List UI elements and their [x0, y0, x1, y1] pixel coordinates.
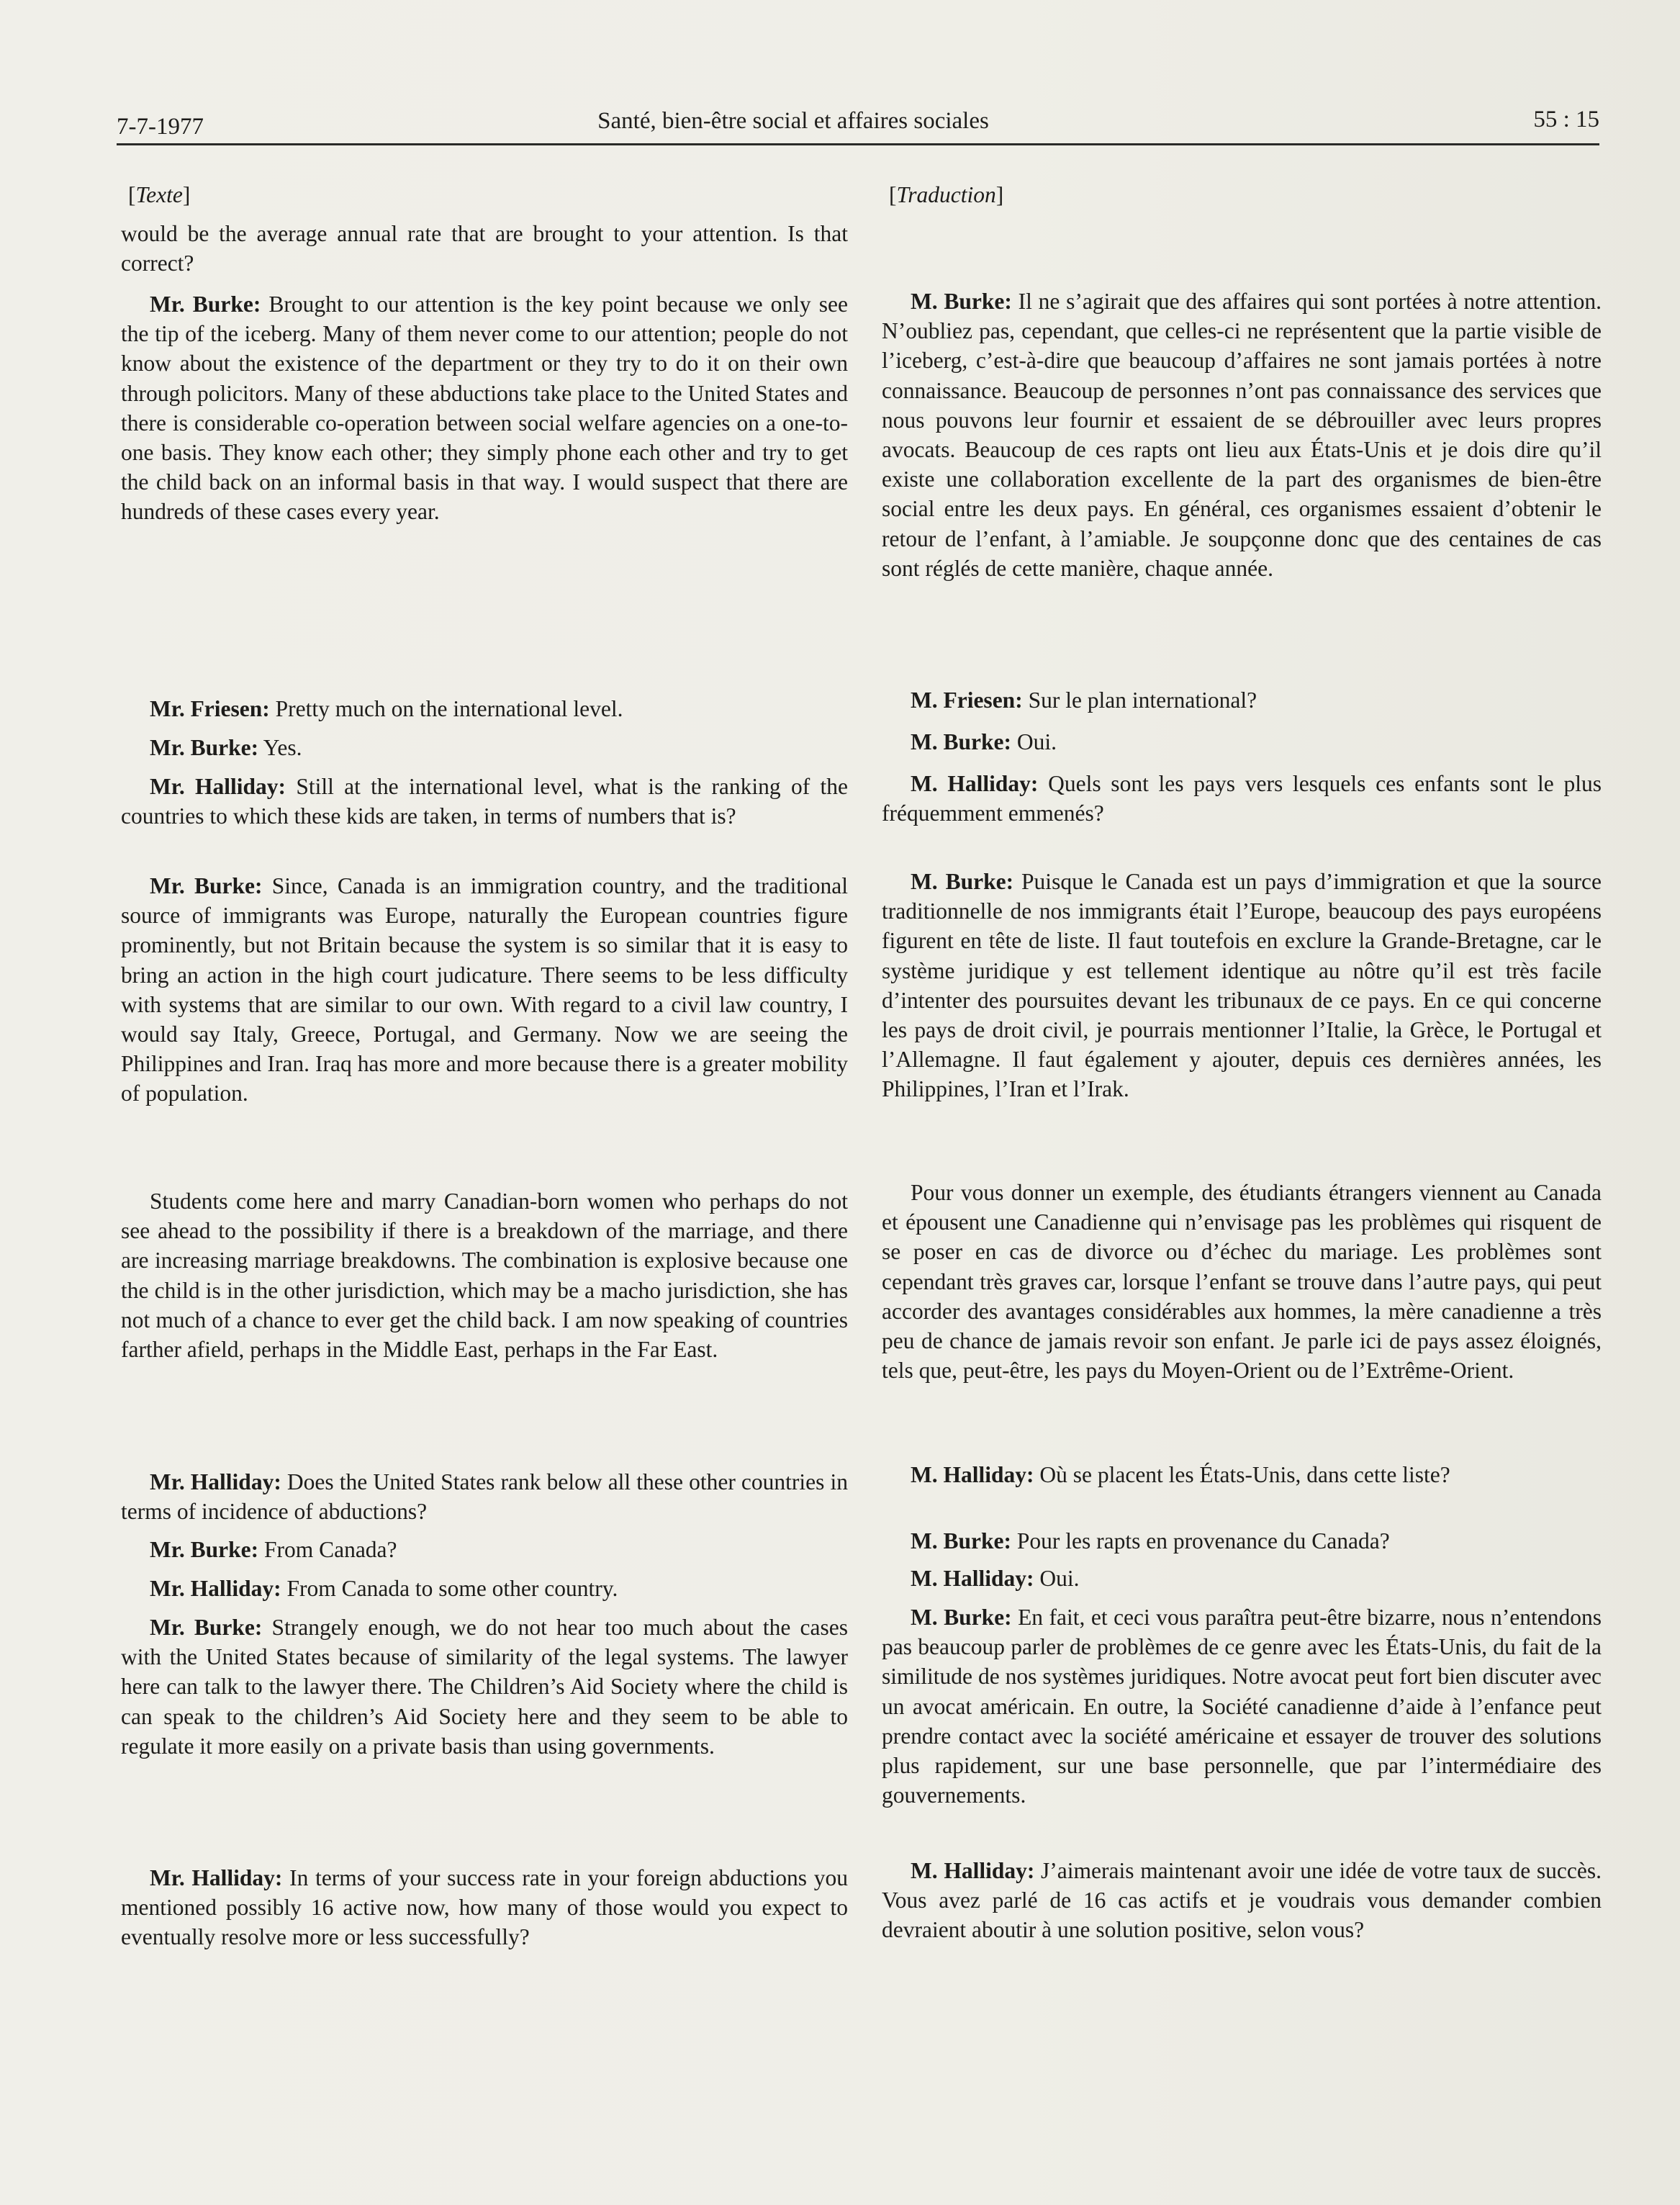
- speaker: M. Burke:: [911, 869, 1014, 894]
- speaker: Mr. Burke:: [150, 735, 259, 760]
- speaker: Mr. Burke:: [150, 292, 261, 317]
- paragraph: M. Burke: Pour les rapts en provenance du Canada?: [911, 1528, 1390, 1554]
- paragraph: Students come here and marry Canadian-born women who perhaps do not see ahead to the possibility if there is a breakdown of the marriage, and there are increasing marriage breakdowns. The combination is explosive because one the child is in the other jurisdiction, which may be a macho jurisdiction, she has not much of a chance to ever get the child back. I am now speaking of countries farther afield, perhaps in the Middle East, perhaps in the Far East.: [121, 1189, 848, 1363]
- header-date: 7-7-1977: [117, 114, 204, 140]
- paragraph: Mr. Burke: Since, Canada is an immigration country, and the traditional source of immigrants was Europe, naturally the European countries figure prominently, but not Britain because the system is so similar that it is easy to bring an action in the high court judicature. There seems to be less difficulty with systems that are similar to our own. With regard to a civil law country, I would say Italy, Greece, Portugal, and Germany. Now we are seeing the Philippines and Iran. Iraq has more and more because there is a greater mobility of population.: [121, 873, 848, 1106]
- paragraph: M. Halliday: Quels sont les pays vers lesquels ces enfants sont le plus fréquemment emmenés?: [882, 771, 1602, 826]
- paragraph: would be the average annual rate that are brought to your attention. Is that correct?: [121, 221, 848, 276]
- paragraph: Mr. Burke: Yes.: [150, 735, 302, 760]
- traduction-tag: [Traduction]: [889, 182, 1004, 207]
- speaker: Mr. Halliday:: [150, 1576, 281, 1601]
- paragraph: M. Burke: Oui.: [911, 729, 1057, 754]
- paragraph: Mr. Burke: Brought to our attention is the key point because we only see the tip of the iceberg. Many of them never come to our attention; people do not know about the existence of the department or they try to do it on their own through policitors. Many of these abductions take place to the United States and there is considerable co-operation between social welfare agencies on a one-to-one basis. They know each other; they simply phone each other and try to get the child back on an informal basis in that way. I would suspect that there are hundreds of these cases every year.: [121, 292, 848, 525]
- paragraph: M. Burke: Puisque le Canada est un pays d’immigration et que la source traditionnelle de nos immigrants était l’Europe, beaucoup des pays européens figurent en tête de liste. Il faut toutefois en exclure la Grande-Bretagne, car le système juridique y est tellement identique au nôtre qu’il est très facile d’intenter des poursuites devant les tribunaux de ce pays. En ce qui concerne les pays de droit civil, je pourrais mentionner l’Italie, la Grèce, le Portugal et l’Allemagne. Il faut également y ajouter, depuis ces dernières années, les Philippines, l’Iran et l’Irak.: [882, 869, 1602, 1102]
- paragraph: M. Halliday: Où se placent les États-Unis, dans cette liste?: [911, 1462, 1450, 1487]
- speaker: M. Burke:: [911, 1528, 1011, 1554]
- speaker: Mr. Burke:: [150, 873, 263, 898]
- speaker: Mr. Friesen:: [150, 696, 270, 721]
- paragraph: M. Halliday: Oui.: [911, 1566, 1080, 1591]
- paragraph: Mr. Burke: Strangely enough, we do not hear too much about the cases with the United States because of similarity of the legal systems. The lawyer here can talk to the lawyer there. The Children’s Aid Society where the child is can speak to the children’s Aid Society here and they seem to be able to regulate it more easily on a private basis than using governments.: [121, 1615, 848, 1759]
- paragraph: Pour vous donner un exemple, des étudiants étrangers viennent au Canada et épousent une Canadienne qui n’envisage pas les problèmes qui risquent de se poser en cas de divorce ou d’échec du mariage. Les problèmes sont cependant très graves car, lorsque l’enfant se trouve dans l’autre pays, qui peut accorder des avantages considérables aux hommes, la mère canadienne a très peu de chance de jamais revoir son enfant. Je parle ici de pays assez éloignés, tels que, peut-être, les pays du Moyen-Orient ou de l’Extrême-Orient.: [882, 1180, 1602, 1384]
- speaker: Mr. Burke:: [150, 1615, 263, 1640]
- speaker: M. Halliday:: [911, 1858, 1035, 1883]
- speaker: Mr. Halliday:: [150, 774, 286, 799]
- header-title: Santé, bien-être social et affaires sociales: [597, 108, 989, 134]
- speaker: M. Burke:: [911, 1605, 1012, 1630]
- speaker: M. Friesen:: [911, 687, 1023, 713]
- speaker: Mr. Burke:: [150, 1537, 259, 1562]
- paragraph: M. Burke: Il ne s’agirait que des affaires qui sont portées à notre attention. N’oubliez pas, cependant, que celles-ci ne représentent que la partie visible de l’iceberg, c’est-à-dire que beaucoup d’affaires ne sont jamais portées à notre connaissance. Beaucoup de personnes n’ont pas connaissance des services que nous pouvons leur fournir et essaient de se débrouiller avec leurs propres avocats. Beaucoup de ces rapts ont lieu aux États-Unis et je dois dire qu’il existe une collaboration excellente de la part des organismes de bien-être social entre les deux pays. En général, ces organismes essaient d’obtenir le retour de l’enfant, à l’amiable. Je soupçonne donc que des centaines de cas sont réglés de cette manière, chaque année.: [882, 289, 1602, 581]
- paragraph: Mr. Halliday: Does the United States rank below all these other countries in terms of incidence of abductions?: [121, 1469, 849, 1525]
- speaker: M. Halliday:: [911, 1566, 1034, 1591]
- texte-tag: [Texte]: [128, 182, 191, 207]
- paragraph: M. Friesen: Sur le plan international?: [911, 687, 1257, 713]
- header-page-number: 55 : 15: [1533, 107, 1599, 132]
- page-header: [117, 107, 1599, 147]
- speaker: M. Burke:: [911, 729, 1011, 754]
- speaker: M. Halliday:: [911, 771, 1039, 796]
- paragraph: M. Halliday: J’aimerais maintenant avoir une idée de votre taux de succès. Vous avez parlé de 16 cas actifs et je voudrais vous demander combien devraient aboutir à une solution positive, selon vous?: [882, 1858, 1602, 1943]
- speaker: Mr. Halliday:: [150, 1469, 281, 1494]
- paragraph: Mr. Burke: From Canada?: [150, 1537, 397, 1562]
- speaker: Mr. Halliday:: [150, 1865, 283, 1890]
- paragraph: Mr. Friesen: Pretty much on the international level.: [150, 696, 623, 721]
- paragraph: Mr. Halliday: In terms of your success rate in your foreign abductions you mentioned possibly 16 active now, how many of those would you expect to eventually resolve more or less successfully?: [121, 1865, 848, 1950]
- paragraph: Mr. Halliday: From Canada to some other country.: [150, 1576, 618, 1601]
- paragraph: M. Burke: En fait, et ceci vous paraîtra peut-être bizarre, nous n’entendons pas beaucoup parler de problèmes de ce genre avec les États-Unis, du fait de la similitude de nos systèmes juridiques. Notre avocat peut fort bien discuter avec un avocat américain. En outre, la Société canadienne d’aide à l’enfance peut prendre contact avec la société américaine et essayer de trouver des solutions plus rapidement, sur une base personnelle, que par l’intermédiaire des gouvernements.: [882, 1605, 1602, 1808]
- header-rule: [117, 143, 1599, 145]
- speaker: M. Halliday:: [911, 1462, 1034, 1487]
- paragraph: Mr. Halliday: Still at the international level, what is the ranking of the countries to which these kids are taken, in terms of numbers that is?: [121, 774, 848, 829]
- speaker: M. Burke:: [911, 289, 1012, 314]
